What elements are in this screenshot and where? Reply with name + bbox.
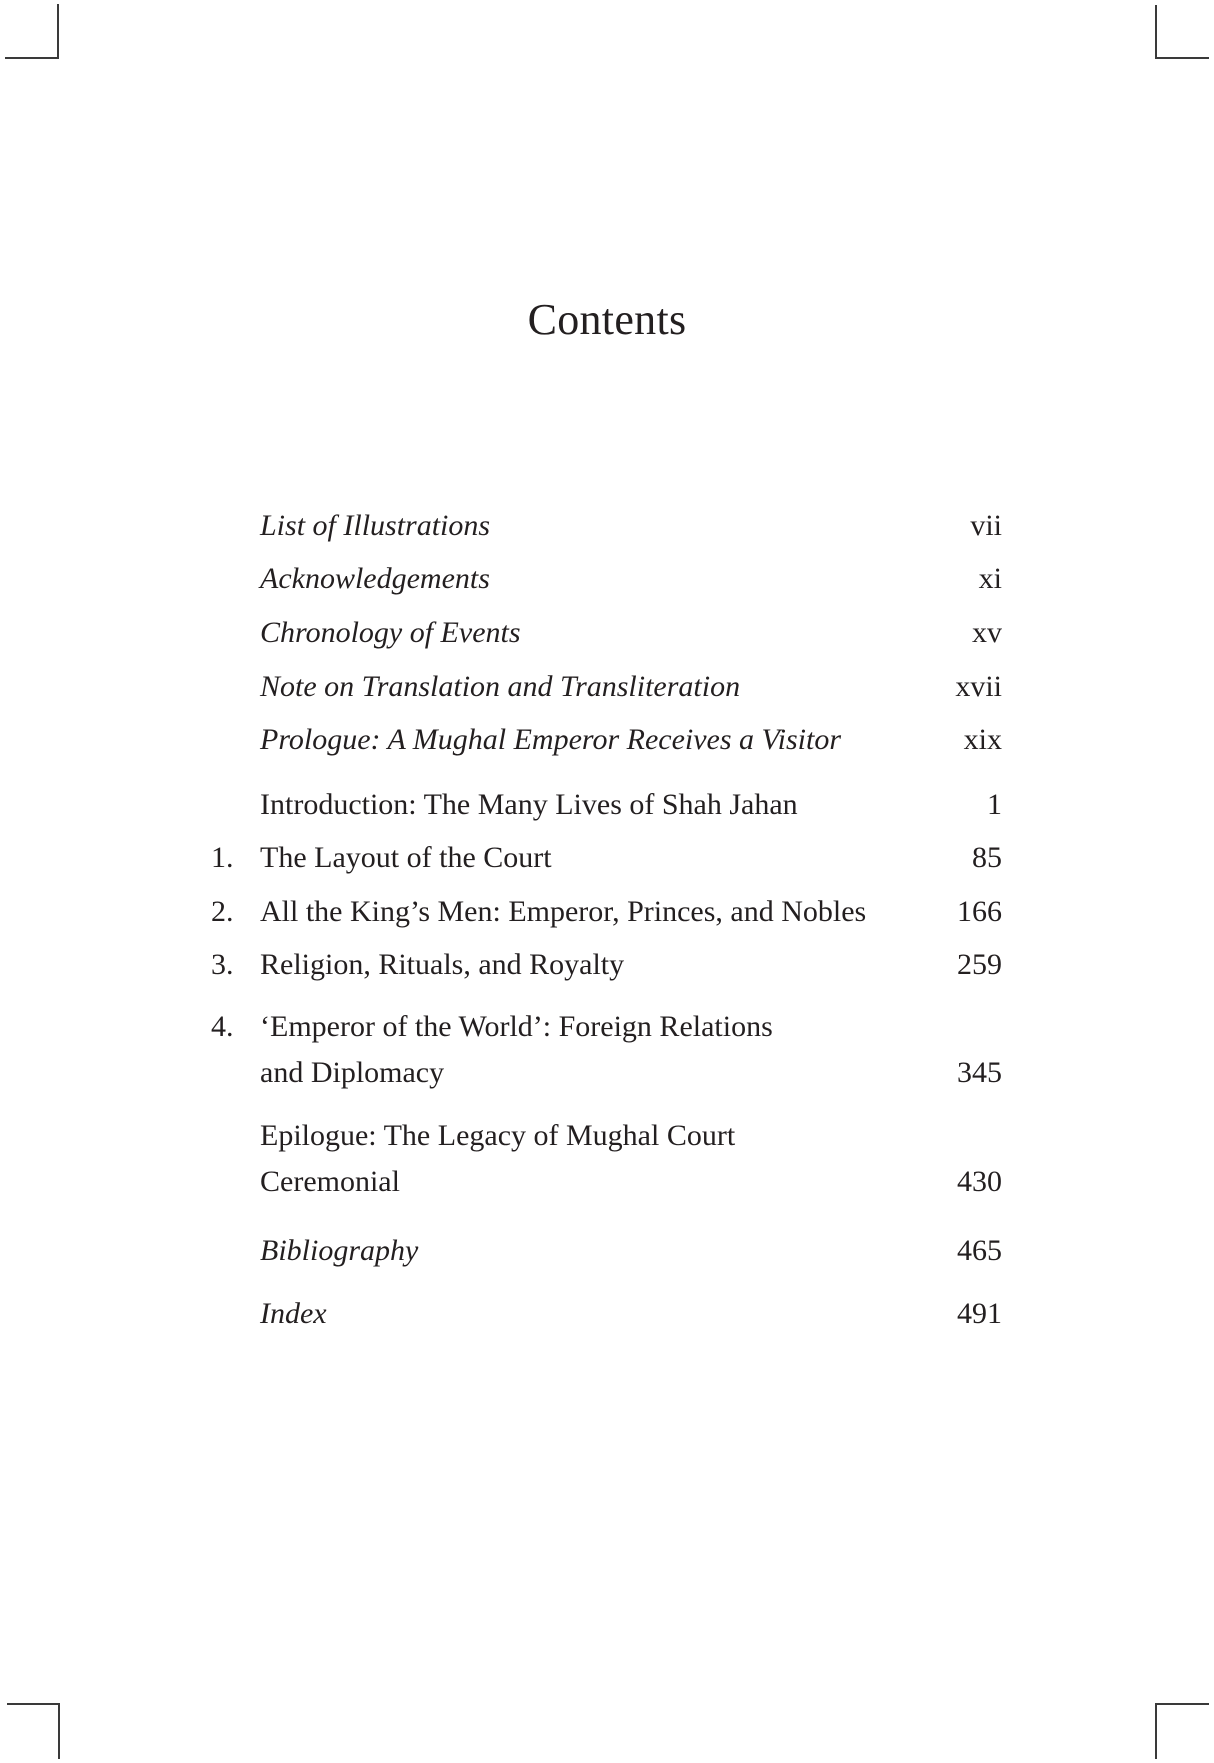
crop-mark-top-right-vertical [1155,5,1157,59]
toc-entry-label: Introduction: The Many Lives of Shah Jahan [260,788,798,821]
toc-entry-page: 85 [972,841,1002,874]
toc-entry-label: All the King’s Men: Emperor, Princes, and Nobles [260,895,867,928]
toc-entry-page: 259 [957,948,1002,981]
crop-mark-bottom-left-vertical [58,1703,60,1759]
toc-entry-label-line-1: ‘Emperor of the World’: Foreign Relations [260,1010,773,1043]
toc-entry-number: 2. [211,895,234,928]
toc-entry-page: 465 [957,1234,1002,1267]
crop-mark-top-right-horizontal [1155,57,1209,59]
toc-entry-label: Note on Translation and Transliteration [260,670,741,703]
toc-entry-page: 166 [957,895,1002,928]
toc-entry-label [260,1012,900,1088]
page-title: Contents [527,295,687,344]
toc-entry-label: Religion, Rituals, and Royalty [260,948,625,981]
toc-entry-page: xix [963,723,1002,756]
toc-entry-label: Prologue: A Mughal Emperor Receives a Visitor [260,723,842,756]
toc-entry-label: Bibliography [260,1234,419,1267]
toc-entry-page: vii [970,509,1002,542]
toc-entry-label [260,1121,900,1197]
toc-entry-page: xvii [955,670,1002,703]
toc-entry-number: 1. [211,841,234,874]
toc-entry-label: The Layout of the Court [260,841,552,874]
toc-entry-label-line-2: Ceremonial [260,1165,400,1198]
toc-entry-label: Chronology of Events [260,616,521,649]
toc-entry-label-line-1: Epilogue: The Legacy of Mughal Court [260,1119,736,1152]
crop-mark-bottom-right-horizontal [1155,1703,1209,1705]
toc-entry-page: 491 [957,1297,1002,1330]
toc-entry-page: 430 [957,1165,1002,1198]
crop-mark-top-left-vertical [57,4,59,59]
toc-entry-number: 3. [211,948,234,981]
toc-entry-label-line-2: and Diplomacy [260,1056,445,1089]
crop-mark-bottom-right-vertical [1155,1703,1157,1759]
crop-mark-top-left-horizontal [5,57,59,59]
crop-mark-bottom-left-horizontal [7,1703,60,1705]
toc-entry-page: xi [978,562,1002,595]
toc-entry-page: xv [972,616,1002,649]
toc-entry-label: Index [260,1297,327,1330]
toc-entry-label: Acknowledgements [260,562,490,595]
toc-entry-label: List of Illustrations [260,509,491,542]
toc-entry-page: 345 [957,1056,1002,1089]
toc-entry-page: 1 [987,788,1002,821]
toc-entry-number: 4. [211,1010,234,1043]
